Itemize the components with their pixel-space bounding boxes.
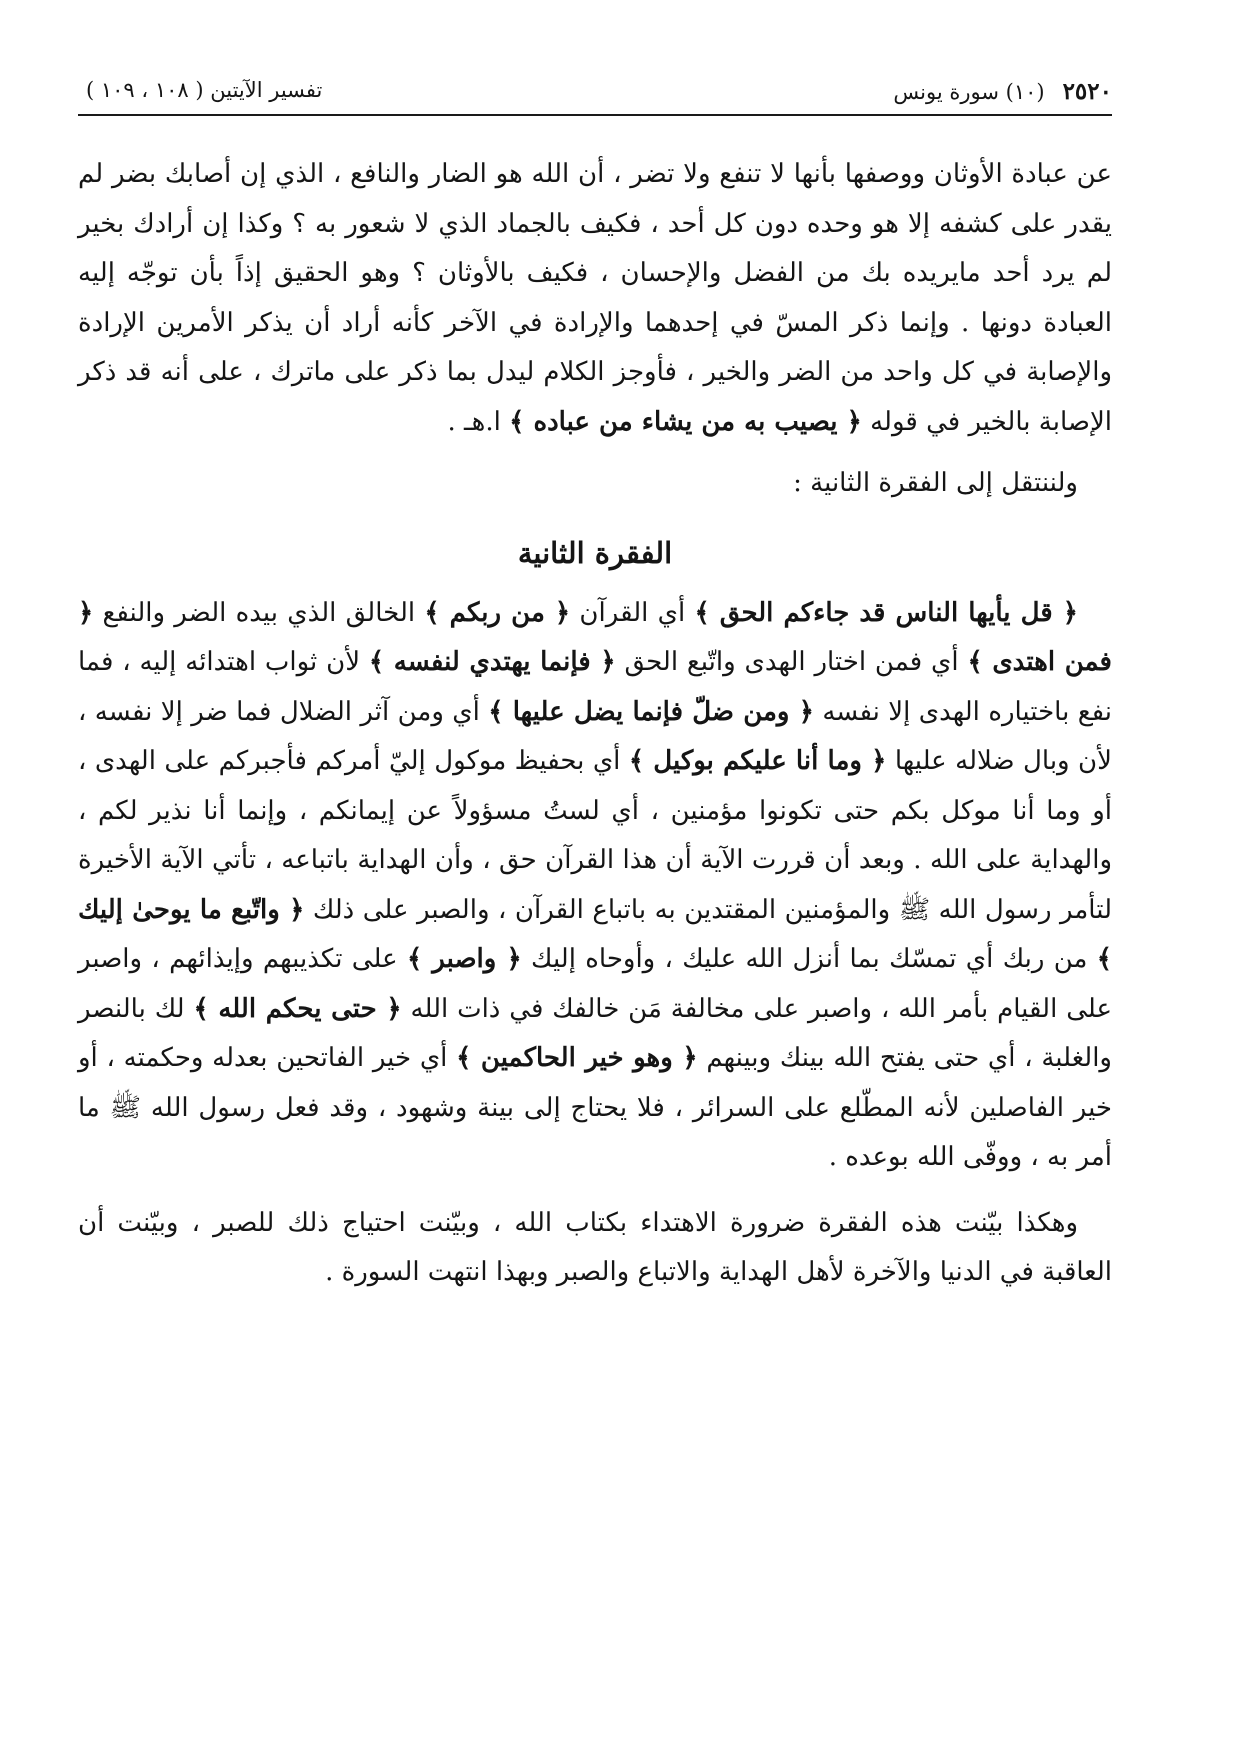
paragraph-text: عن عبادة الأوثان ووصفها بأنها لا تنفع ولا تضر ، أن الله هو الضار والنافع ، الذي إن أصابك بضر لم يقدر على كشفه إلا هو وحده دون كل أحد ، فكيف بالجماد الذي لا شعور به ؟ وكذا إن أرادك بخير لم يرد أحد مايريده بك من الفضل والإحسان ، فكيف بالأوثان ؟ وهو الحقيق إذاً بأن توجّه إليه العبادة دونها . وإنما ذكر المسّ في إحدهما والإرادة في الآخر كأنه أراد أن يذكر الأمرين الإرادة والإصابة في كل واحد من الضر والخير ، فأوجز الكلام ليدل بما ذكر على ماترك ، على أنه قد ذكر الإصابة بالخير في قوله [78,159,1112,437]
quran-quote: ﴿ وهو خير الحاكمين ﴾ [456,1043,698,1073]
quran-quote: ﴿ فمن اهتدى ﴾ [78,597,1112,677]
conclusion-paragraph: وهكذا بيّنت هذه الفقرة ضرورة الاهتداء بكتاب الله ، وبيّنت احتياج ذلك للصبر ، وبيّنت أن العاقبة في الدنيا والآخرة لأهل الهداية والاتباع والصبر وبهذا انتهت السورة . [78,1207,1112,1287]
transition-line: ولننتقل إلى الفقرة الثانية : [793,468,1078,498]
page-number: ٢٥٢٠ [1062,78,1112,105]
quran-quote: ﴿ وما أنا عليكم بوكيل ﴾ [628,746,887,776]
commentary-text: لك بالنصر والغلبة ، أي حتى يفتح الله بينك وبينهم [78,993,1112,1073]
quran-quote: ﴿ من ربكم ﴾ [424,597,571,628]
paragraph-continuation [78,150,1112,447]
quran-quote: ﴿ واتّبع ما يوحىٰ إليك ﴾ [78,894,1113,974]
paragraph-ending: ا.هـ . [447,406,510,437]
quran-quote: ﴿ حتى يحكم الله ﴾ [193,993,402,1024]
quran-quote: ﴿ فإنما يهتدي لنفسه ﴾ [368,647,616,677]
commentary-text: أي فمن اختار الهدى واتّبع الحق [615,647,968,677]
quran-quote: ﴿ واصبر ﴾ [406,944,522,974]
commentary-text: أي ومن آثر الضلال فما ضر إلا نفسه ، لأن وبال ضلاله عليها [78,696,1112,776]
header-right-group [893,78,1112,105]
quran-quote: ﴿ ومن ضلّ فإنما يضل عليها ﴾ [488,696,814,727]
commentary-text: الخالق الذي بيده الضر والنفع [93,597,425,628]
commentary-text: لأن ثواب اهتدائه إليه ، فما نفع باختياره الهدى إلا نفسه [78,647,1112,727]
running-header [78,70,1112,116]
header-topic: تفسير الآيتين ( ١٠٨ ، ١٠٩ ) [86,78,323,102]
commentary-text: أي القرآن [570,597,695,628]
surah-name: (١٠) سورة يونس [893,80,1045,104]
page-body [78,150,1112,1298]
commentary-text: من ربك أي تمسّك بما أنزل الله عليك ، وأوحاه إليك [521,944,1097,974]
book-page [78,70,1112,1710]
commentary-paragraph [78,589,1112,1183]
section-heading: الفقرة الثانية [517,535,673,570]
commentary-text: على تكذيبهم وإيذائهم ، واصبر على القيام بأمر الله ، واصبر على مخالفة مَن خالفك في ذات الله [78,944,1113,1024]
quran-quote: ﴿ يصيب به من يشاء من عباده ﴾ [509,406,862,437]
quran-quote: ﴿ قل يأيها الناس قد جاءكم الحق ﴾ [694,597,1078,628]
commentary-text: أي بحفيظ موكول إليّ أمركم فأجبركم على الهدى ، أو وما أنا موكل بكم حتى تكونوا مؤمنين ، أي لستُ مسؤولاً عن إيمانكم ، وإنما أنا نذير لكم ، والهداية على الله . وبعد أن قررت الآية أن هذا القرآن حق ، وأن الهداية باتباعه ، تأتي الآية الأخيرة لتأمر رسول الله ﷺ والمؤمنين المقتدين به باتباع القرآن ، والصبر على ذلك [78,746,1112,925]
commentary-text: أي خير الفاتحين بعدله وحكمته ، أو خير الفاصلين لأنه المطّلع على السرائر ، فلا يحتاج إلى بينة وشهود ، وقد فعل رسول الله ﷺ ما أمر به ، ووفّى الله بوعده . [78,1043,1112,1172]
